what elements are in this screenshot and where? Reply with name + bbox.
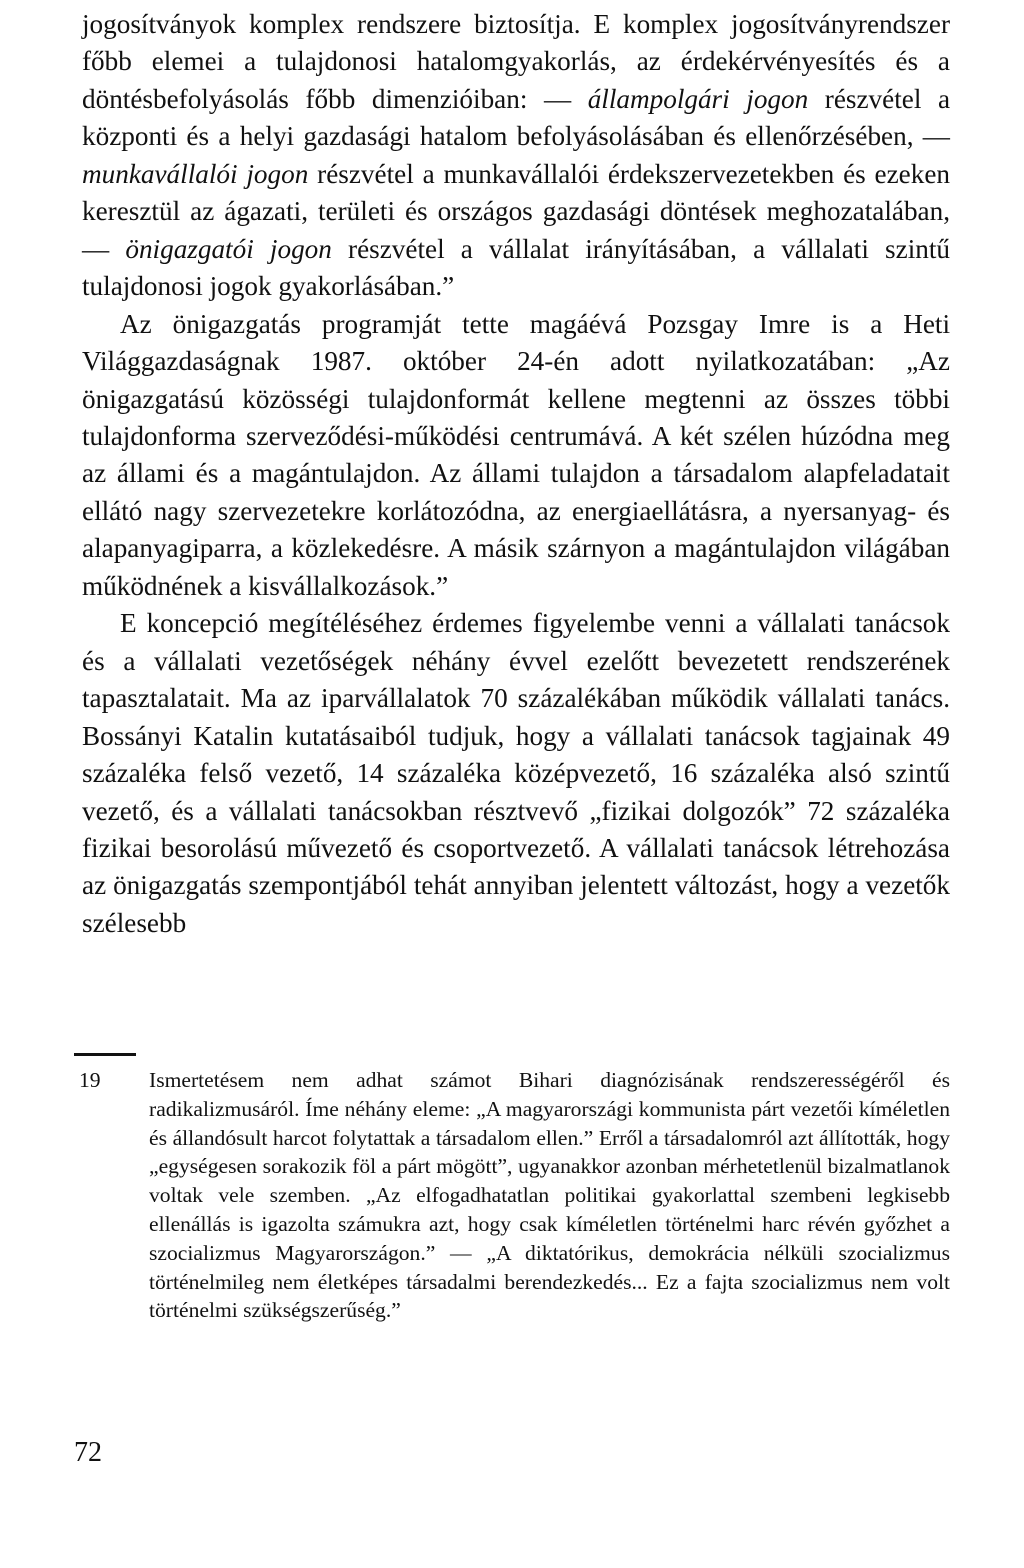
text-run: Az önigazgatás programját tette magáévá Pozsgay Imre is a Heti Világgazdaságnak 1987. október 24-én adott nyilatkozatában: „Az önigazgatású közösségi tulajdonformát kellene megtenni az összes többi tulajdonforma szerveződési-működési centrumává. A két szélen húzódna meg az állami és a magántulajdon. Az állami tulajdon a társadalom alapfeladatait ellátó nagy szervezetekre korlátozódna, az energiaellátásra, a nyersanyag- és alapanyagiparra, a közlekedésre. A másik szárnyon a magántulajdon világában működnének a kisvállalkozások.” bbox=[82, 308, 950, 601]
emphasized-phrase: munkavállalói jogon bbox=[82, 158, 309, 189]
body-paragraph bbox=[82, 306, 950, 606]
text-run: E koncepció megítéléséhez érdemes figyelembe venni a vállalati tanácsok és a vállalati vezetőségek néhány évvel ezelőtt bevezetett rendszerének tapasztalatait. Ma az iparvállalatok 70 százalékában működik vállalati tanács. Bossányi Katalin kutatásaiból tudjuk, hogy a vállalati tanácsok tagjainak 49 százaléka felső vezető, 14 százaléka középvezető, 16 százaléka alsó szintű vezető, és a vállalati tanácsokban résztvevő „fizikai dolgozók” 72 százaléka fizikai besorolású művezető és csoportvezető. A vállalati tanácsok létrehozása az önigazgatás szempontjából tehát annyiban jelentett változást, hogy a vezetők szélesebb bbox=[82, 608, 950, 938]
footnote-area bbox=[79, 1066, 950, 1325]
emphasized-phrase: állampolgári jogon bbox=[587, 83, 809, 114]
emphasized-phrase: önigazgatói jogon bbox=[125, 233, 332, 264]
text-run: részvétel a vállalat irányításában, a vállalati szintű tulajdonosi jogok gyakorlásában.” bbox=[82, 233, 951, 302]
text-run: jogosítványok komplex rendszere biztosítja. E komplex jogosítványrendszer főbb elemei a tulajdonosi hatalomgyakorlás, az érdekérvényesítés és a döntésbefolyásolás főbb dimenzióiban: — bbox=[82, 9, 950, 114]
body-paragraph bbox=[82, 605, 950, 942]
footnote-number: 19 bbox=[79, 1068, 101, 1092]
text-run: részvétel a munkavállalói érdekszervezetekben és ezeken keresztül az ágazati, területi és országos gazdasági döntések meghozatalában, — bbox=[82, 158, 950, 264]
body-paragraph bbox=[82, 6, 950, 306]
text-run: részvétel a központi és a helyi gazdasági hatalom befolyásolásában és ellenőrzésében, — bbox=[82, 83, 951, 152]
page-number: 72 bbox=[74, 1437, 102, 1468]
footnote-text: Ismertetésem nem adhat számot Bihari diagnózisának rendszerességéről és radikalizmusáról. Íme néhány eleme: „A magyarországi kommunista párt vezetői kíméletlen és állandósult harcot folytattak a társadalom ellen.” Erről a társadalomról azt állították, hogy „egységesen sorakozik föl a párt mögött”, ugyanakkor azonban mérhetetlenül bizalmatlanok voltak vele szemben. „Az elfogadhatatlan politikai gyakorlattal szembeni legkisebb ellenállás is igazolta számukra azt, hogy csak kíméletlen történelmi harc révén győzhet a szocializmus Magyarországon.” — „A diktatórikus, demokrácia nélküli szocializmus történelmileg nem életképes társadalmi berendezkedés... Ez a fajta szocializmus nem volt történelmi szükségszerűség.” bbox=[149, 1068, 950, 1323]
footnote-separator-rule bbox=[74, 1053, 136, 1056]
main-text bbox=[82, 6, 950, 942]
